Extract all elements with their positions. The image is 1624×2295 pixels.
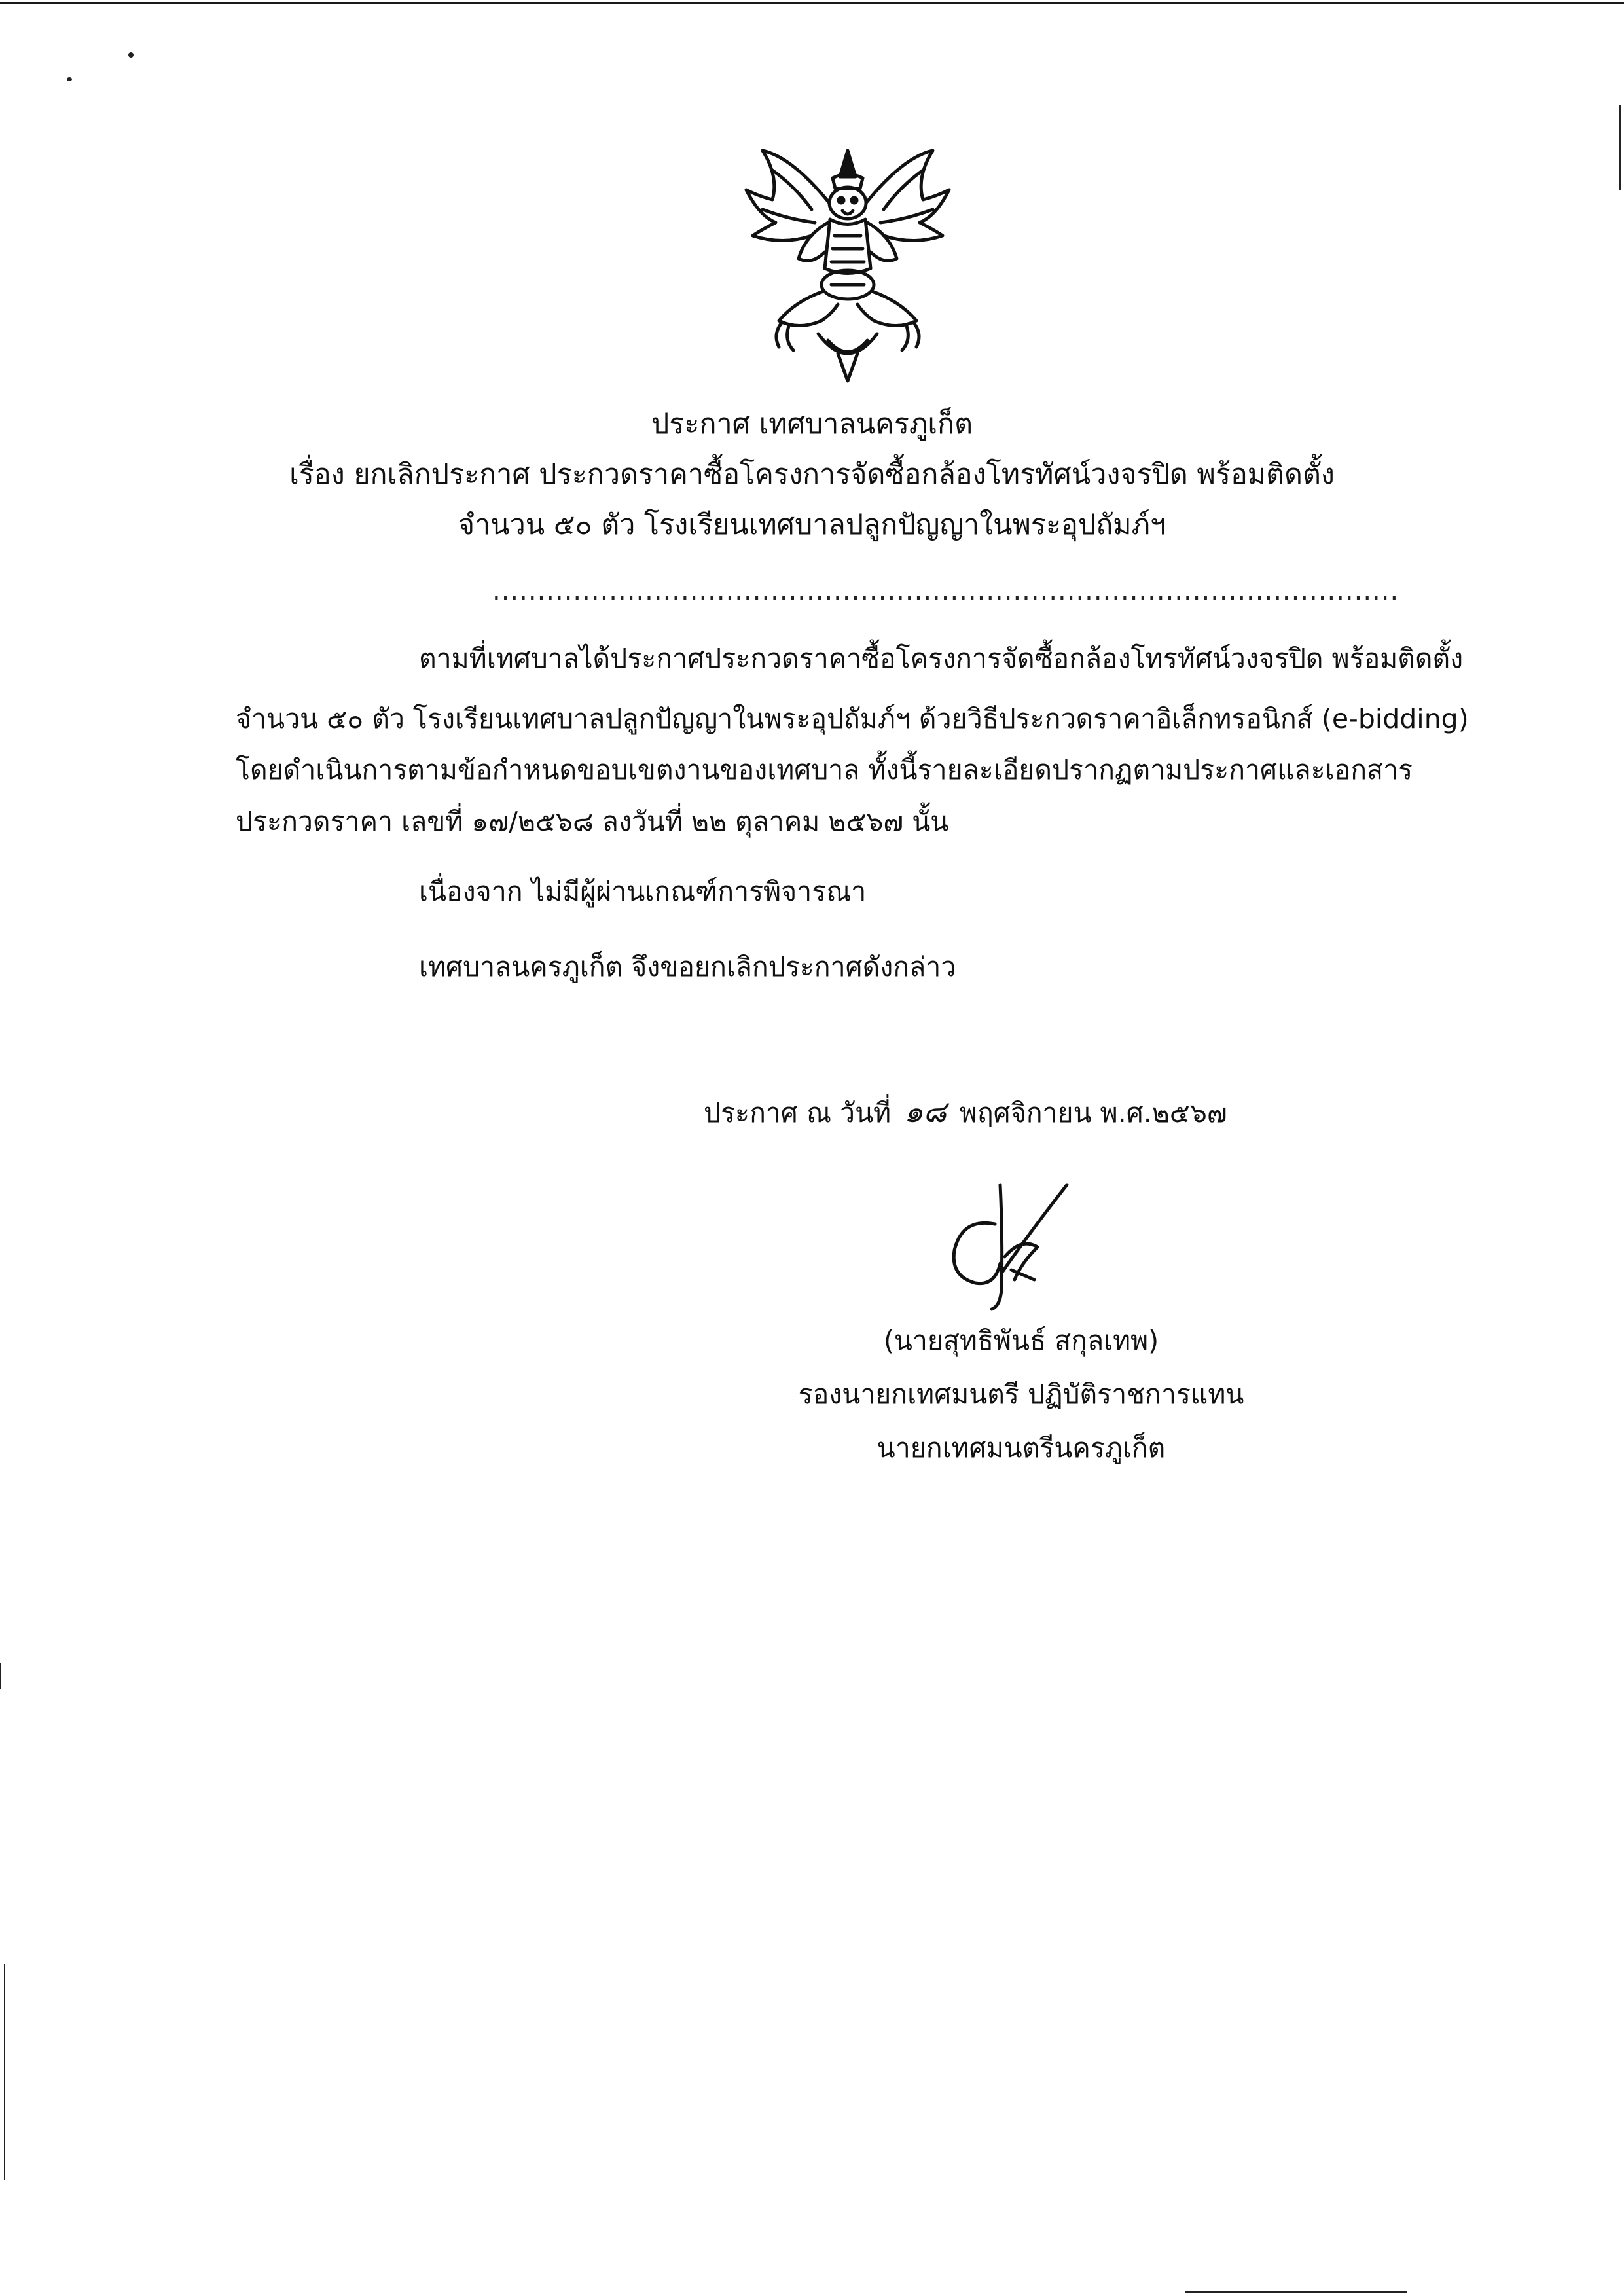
reason-line: เนื่องจาก ไม่มีผู้ผ่านเกณฑ์การพิจารณา bbox=[419, 876, 867, 907]
body-paragraph-line2: จำนวน ๕๐ ตัว โรงเรียนเทศบาลปลูกปัญญาในพระอุปถัมภ์ฯ ด้วยวิธีประกวดราคาอิเล็กทรอนิกส์ (e-bidding) bbox=[236, 703, 1469, 734]
separator-dotted-line: ..................................................................................................... bbox=[492, 576, 1399, 606]
announcement-subject-line1: เรื่อง ยกเลิกประกาศ ประกวดราคาซื้อโครงการจัดซื้อกล้องโทรทัศน์วงจรปิด พร้อมติดตั้ง bbox=[289, 458, 1335, 491]
date-prefix: ประกาศ ณ วันที่ bbox=[704, 1097, 892, 1129]
announcement-subject-line2: จำนวน ๕๐ ตัว โรงเรียนเทศบาลปลูกปัญญาในพระอุปถัมภ์ฯ bbox=[458, 509, 1166, 541]
garuda-emblem-icon bbox=[733, 137, 962, 386]
date-day-handwritten: ๑๘ bbox=[904, 1094, 947, 1129]
signatory-position1: รองนายกเทศมนตรี ปฏิบัติราชการแทน bbox=[798, 1379, 1244, 1410]
signatory-position2: นายกเทศมนตรีนครภูเก็ต bbox=[876, 1432, 1166, 1464]
announcement-org: ประกาศ เทศบาลนครภูเก็ต bbox=[651, 408, 973, 441]
scan-edge-mark bbox=[1619, 105, 1621, 190]
signatory-name: (นายสุทธิพันธ์ สกุลเทพ) bbox=[883, 1325, 1159, 1356]
scan-edge-mark bbox=[0, 1663, 1, 1689]
announcement-date bbox=[704, 1092, 1227, 1132]
scan-edge-line bbox=[0, 2, 1624, 4]
handwritten-signature-icon bbox=[923, 1159, 1080, 1316]
scan-speck bbox=[67, 77, 72, 81]
scan-speck bbox=[128, 52, 134, 58]
body-paragraph-line1: ตามที่เทศบาลได้ประกาศประกวดราคาซื้อโครงการจัดซื้อกล้องโทรทัศน์วงจรปิด พร้อมติดตั้ง bbox=[419, 643, 1464, 674]
conclusion-line: เทศบาลนครภูเก็ต จึงขอยกเลิกประกาศดังกล่าว bbox=[419, 951, 956, 983]
body-paragraph-line4: ประกวดราคา เลขที่ ๑๗/๒๕๖๘ ลงวันที่ ๒๒ ตุลาคม ๒๕๖๗ นั้น bbox=[236, 806, 949, 837]
date-suffix: พฤศจิกายน พ.ศ.๒๕๖๗ bbox=[959, 1097, 1227, 1129]
body-paragraph-line3: โดยดำเนินการตามข้อกำหนดขอบเขตงานของเทศบาล ทั้งนี้รายละเอียดปรากฏตามประกาศและเอกสาร bbox=[236, 754, 1413, 786]
scan-edge-mark bbox=[1185, 2291, 1407, 2293]
scan-edge-mark bbox=[4, 1964, 5, 2180]
